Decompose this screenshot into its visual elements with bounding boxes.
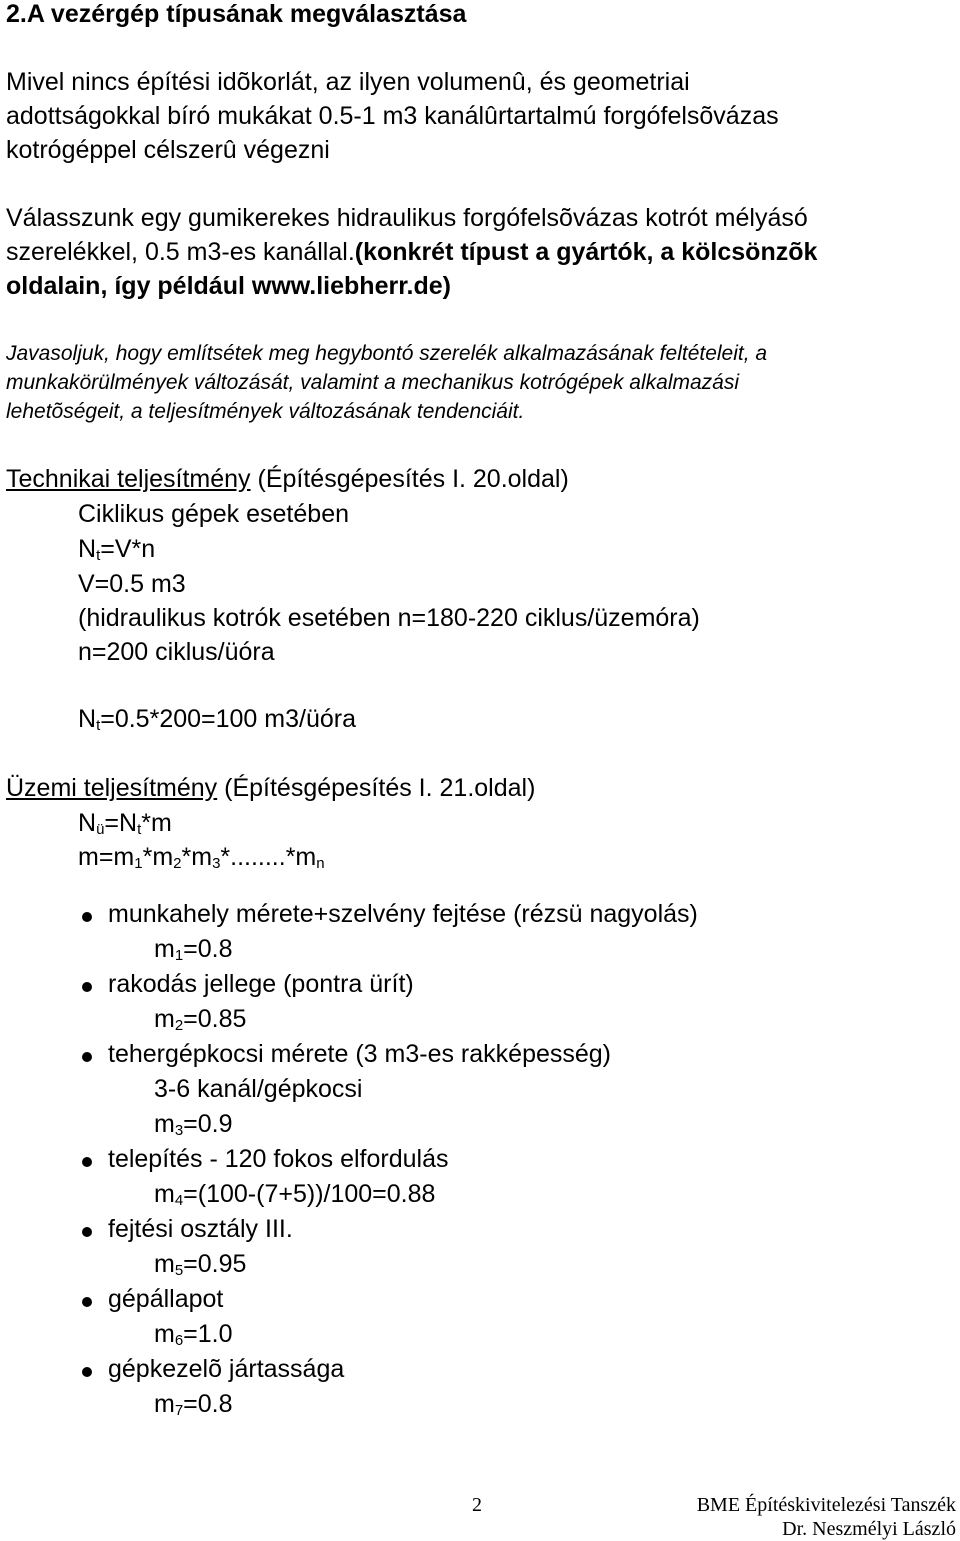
factor-m: m <box>154 1180 175 1208</box>
factor-sub: 3 <box>174 1122 184 1139</box>
factor-7-label: gépkezelõ jártassága <box>108 1355 345 1383</box>
factor-5-value <box>154 1250 246 1279</box>
intro-line-2: adottságokkal bíró mukákat 0.5-1 m3 kanálûrtartalmú forgófelsõvázas <box>6 102 779 130</box>
op-f1-a: N <box>78 809 97 837</box>
op-f1-c: *m <box>141 809 172 837</box>
factor-6-value <box>154 1320 233 1349</box>
technical-title-underlined: Technikai teljesítmény <box>6 465 251 493</box>
choice-line-2 <box>6 238 817 267</box>
op-f2-s3: 3 <box>212 855 221 872</box>
factor-num: =0.95 <box>183 1250 247 1278</box>
operational-title-source: (Építésgépesítés I. 21.oldal) <box>217 774 536 802</box>
bullet-icon <box>82 982 92 992</box>
factor-m: m <box>154 1320 175 1348</box>
bullet-icon <box>82 1227 92 1237</box>
choice-line-2-normal: szerelékkel, 0.5 m3-es kanállal. <box>6 238 355 266</box>
note-line-1: Javasoljuk, hogy említsétek meg hegybontó szerelék alkalmazásának feltételeit, a <box>6 342 768 365</box>
op-f2-s4: n <box>316 855 325 872</box>
factor-1-label: munkahely mérete+szelvény fejtése (rézsü nagyolás) <box>108 900 698 928</box>
result-sub: t <box>96 717 101 734</box>
factor-sub: 5 <box>174 1262 184 1279</box>
op-f1-b: =N <box>104 809 138 837</box>
intro-line-1: Mivel nincs építési idõkorlát, az ilyen volumenû, és geometriai <box>6 68 690 96</box>
factor-3-extra: 3-6 kanál/gépkocsi <box>154 1075 363 1103</box>
section-heading: 2.A vezérgép típusának megválasztása <box>6 0 467 28</box>
footer-institution: BME Építéskivitelezési Tanszék <box>696 1494 956 1516</box>
footer-author: Dr. Neszmélyi László <box>782 1518 956 1540</box>
op-f2-s1: 1 <box>134 855 143 872</box>
technical-v: V=0.5 m3 <box>78 570 186 598</box>
factor-m: m <box>154 1110 175 1138</box>
op-f2-d: *........*m <box>220 843 317 871</box>
factor-sub: 4 <box>174 1192 184 1209</box>
factor-3-value <box>154 1110 233 1139</box>
result-n: N <box>78 705 97 733</box>
bullet-icon <box>82 1052 92 1062</box>
op-f1-sub2: t <box>137 821 142 838</box>
factor-num: =1.0 <box>183 1320 233 1348</box>
factor-m: m <box>154 935 175 963</box>
factor-sub: 1 <box>174 947 184 964</box>
choice-line-1: Válasszunk egy gumikerekes hidraulikus forgófelsõvázas kotrót mélyásó <box>6 204 808 232</box>
choice-line-3: oldalain, így például www.liebherr.de) <box>6 272 451 300</box>
factor-m: m <box>154 1390 175 1418</box>
factor-sub: 7 <box>174 1402 184 1419</box>
formula-n: N <box>78 535 97 563</box>
page-number: 2 <box>472 1494 482 1516</box>
factor-num: =0.9 <box>183 1110 233 1138</box>
op-f2-s2: 2 <box>173 855 182 872</box>
op-f1-sub1: ü <box>96 821 105 838</box>
factor-2-label: rakodás jellege (pontra ürít) <box>108 970 414 998</box>
technical-hydraulic: (hidraulikus kotrók esetében n=180-220 ciklus/üzemóra) <box>78 604 700 632</box>
factor-7-value <box>154 1390 233 1419</box>
factor-5-label: fejtési osztály III. <box>108 1215 293 1243</box>
factor-m: m <box>154 1250 175 1278</box>
factor-4-value <box>154 1180 435 1209</box>
operational-title <box>6 774 535 803</box>
result-rest: =0.5*200=100 m3/üóra <box>100 705 356 733</box>
operational-formula-1 <box>78 809 172 838</box>
factor-num: =0.8 <box>183 1390 233 1418</box>
factor-m: m <box>154 1005 175 1033</box>
technical-n: n=200 ciklus/üóra <box>78 638 275 666</box>
technical-title-source: (Építésgépesítés I. 20.oldal) <box>250 465 569 493</box>
factor-sub: 2 <box>174 1017 184 1034</box>
factor-4-label: telepítés - 120 fokos elfordulás <box>108 1145 449 1173</box>
intro-line-3: kotrógéppel célszerû végezni <box>6 136 330 164</box>
formula-sub: t <box>96 547 101 564</box>
choice-line-2-bold: (konkrét típust a gyártók, a kölcsönzõk <box>354 238 818 266</box>
bullet-icon <box>82 1367 92 1377</box>
op-f2-b: *m <box>142 843 174 871</box>
technical-cyclic: Ciklikus gépek esetében <box>78 500 349 528</box>
factor-2-value <box>154 1005 246 1034</box>
factor-num: =0.8 <box>183 935 233 963</box>
bullet-icon <box>82 1157 92 1167</box>
bullet-icon <box>82 1297 92 1307</box>
note-line-3: lehetõségeit, a teljesítmények változásának tendenciáit. <box>6 400 525 423</box>
technical-result <box>78 705 356 734</box>
factor-sub: 6 <box>174 1332 184 1349</box>
technical-title <box>6 465 569 494</box>
op-f2-a: m=m <box>78 843 135 871</box>
factor-1-value <box>154 935 233 964</box>
factor-num: =(100-(7+5))/100=0.88 <box>183 1180 436 1208</box>
technical-formula <box>78 535 155 564</box>
operational-title-underlined: Üzemi teljesítmény <box>6 774 218 802</box>
factor-3-label: tehergépkocsi mérete (3 m3-es rakképesség) <box>108 1040 612 1068</box>
factor-6-label: gépállapot <box>108 1285 224 1313</box>
note-line-2: munkakörülmények változását, valamint a mechanikus kotrógépek alkalmazási <box>6 371 740 394</box>
bullet-icon <box>82 912 92 922</box>
operational-formula-2 <box>78 843 325 872</box>
op-f2-c: *m <box>181 843 213 871</box>
factor-num: =0.85 <box>183 1005 247 1033</box>
formula-rest: =V*n <box>100 535 156 563</box>
